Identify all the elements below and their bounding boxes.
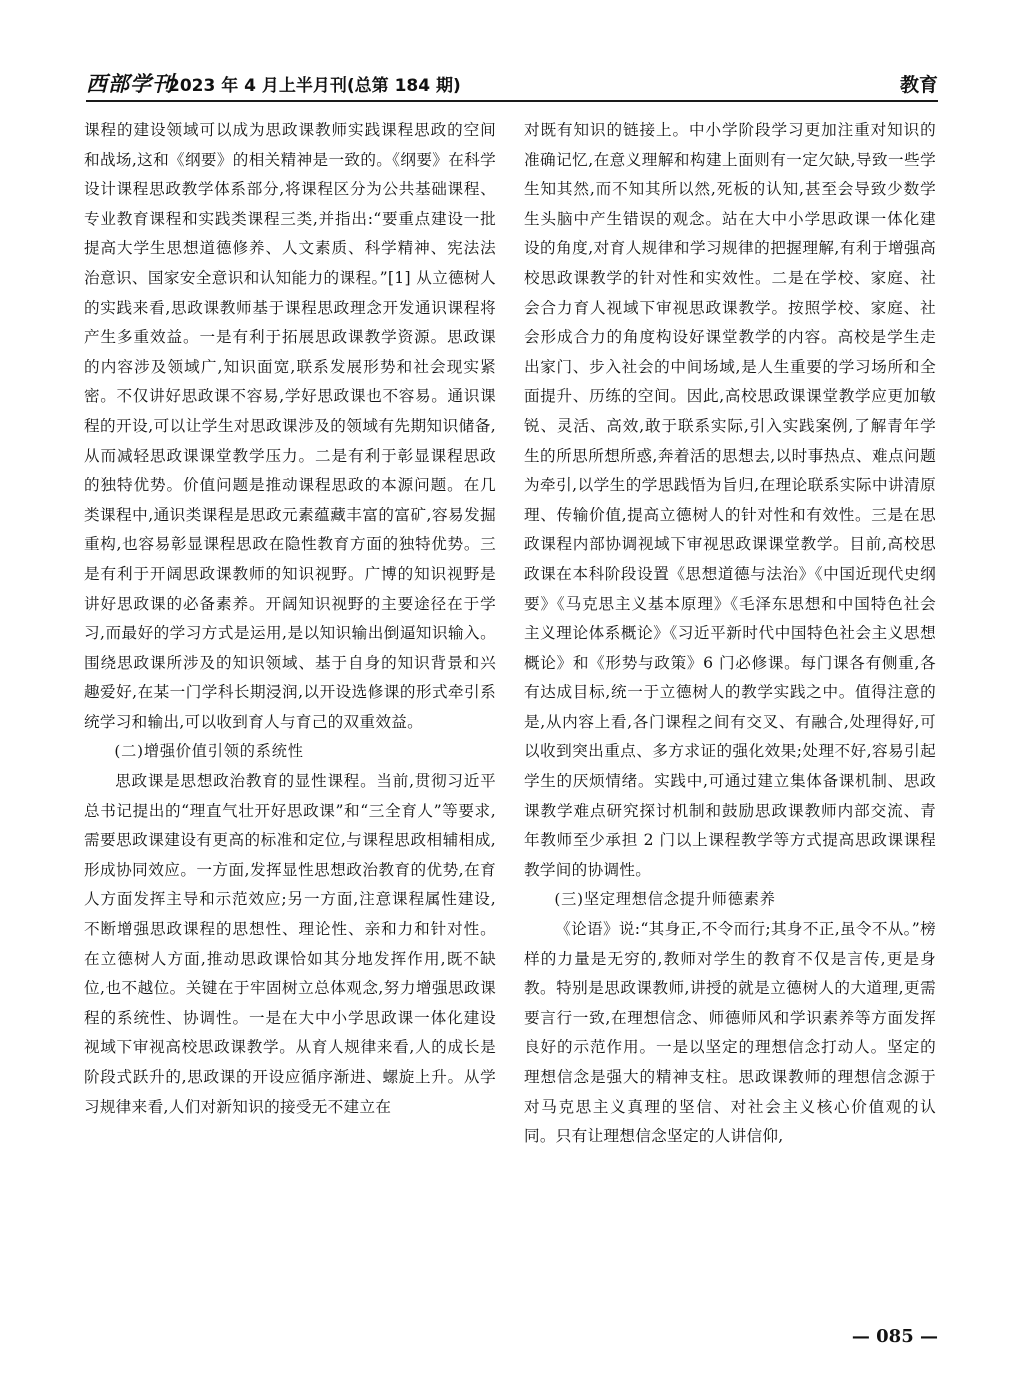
paragraph: 思政课是思想政治教育的显性课程。当前,贯彻习近平总书记提出的“理直气壮开好思政课”和“三全育人”等要求,需要思政课建设有更高的标准和定位,与课程思政相辅相成,形成协同效应。一方面,发挥显性思想政治教育的优势,在育人方面发挥主导和示范效应;另一方面,注意课程属性建设,不断增强思政课程的思想性、理论性、亲和力和针对性。在立德树人方面,推动思政课恰如其分地发挥作用,既不缺位,也不越位。关键在于牢固树立总体观念,努力增强思政课程的系统性、协调性。一是在大中小学思政课一体化建设视域下审视高校思政课教学。从育人规律来看,人的成长是阶段式跃升的,思政课的开设应循序渐进、螺旋上升。从学习规律来看,人们对新知识的接受无不建立在 [84,772,496,1116]
left-column [84,116,496,1122]
section-heading: (二)增强价值引领的系统性 [114,742,304,761]
right-column [524,116,936,1152]
page-header [86,66,938,102]
journal-issue: 2023 年 4 月上半月刊(总第 184 期) [168,76,461,96]
journal-logo: 西部学刊 [86,71,174,96]
paragraph: 对既有知识的链接上。中小学阶段学习更加注重对知识的准确记忆,在意义理解和构建上面则有一定欠缺,导致一些学生知其然,而不知其所以然,死板的认知,甚至会导致少数学生头脑中产生错误的观念。站在大中小学思政课一体化建设的角度,对育人规律和学习规律的把握理解,有利于增强高校思政课教学的针对性和实效性。二是在学校、家庭、社会合力育人视域下审视思政课教学。按照学校、家庭、社会形成合力的角度构设好课堂教学的内容。高校是学生走出家门、步入社会的中间场域,是人生重要的学习场所和全面提升、历练的空间。因此,高校思政课课堂教学应更加敏锐、灵活、高效,敢于联系实际,引入实践案例,了解青年学生的所思所想所惑,奔着活的思想去,以时事热点、难点问题为牵引,以学生的学思践悟为旨归,在理论联系实际中讲清原理、传输价值,提高立德树人的针对性和有效性。三是在思政课程内部协调视域下审视思政课课堂教学。目前,高校思政课在本科阶段设置《思想道德与法治》《中国近现代史纲要》《马克思主义基本原理》《毛泽东思想和中国特色社会主义理论体系概论》《习近平新时代中国特色社会主义思想概论》和《形势与政策》6 门必修课。每门课各有侧重,各有达成目标,统一于立德树人的教学实践之中。值得注意的是,从内容上看,各门课程之间有交叉、有融合,处理得好,可以收到突出重点、多方求证的强化效果;处理不好,容易引起学生的厌烦情绪。实践中,可通过建立集体备课机制、思政课教学难点研究探讨机制和鼓励思政课教师内部交流、青年教师至少承担 2 门以上课程教学等方式提高思政课课程教学间的协调性。 [524,121,936,879]
section-name: 教育 [899,74,938,96]
paragraph: 课程的建设领域可以成为思政课教师实践课程思政的空间和战场,这和《纲要》的相关精神是一致的。《纲要》在科学设计课程思政教学体系部分,将课程区分为公共基础课程、专业教育课程和实践类课程三类,并指出:“要重点建设一批提高大学生思想道德修养、人文素质、科学精神、宪法法治意识、国家安全意识和认知能力的课程。”[1] 从立德树人的实践来看,思政课教师基于课程思政理念开发通识课程将产生多重效益。一是有利于拓展思政课教学资源。思政课的内容涉及领域广,知识面宽,联系发展形势和社会现实紧密。不仅讲好思政课不容易,学好思政课也不容易。通识课程的开设,可以让学生对思政课涉及的领域有先期知识储备,从而减轻思政课课堂教学压力。二是有利于彰显课程思政的独特优势。价值问题是推动课程思政的本源问题。在几类课程中,通识类课程是思政元素蕴藏丰富的富矿,容易发掘重构,也容易彰显课程思政在隐性教育方面的独特优势。三是有利于开阔思政课教师的知识视野。广博的知识视野是讲好思政课的必备素养。开阔知识视野的主要途径在于学习,而最好的学习方式是运用,是以知识输出倒逼知识输入。围绕思政课所涉及的知识领域、基于自身的知识背景和兴趣爱好,在某一门学科长期浸润,以开设选修课的形式牵引系统学习和输出,可以收到育人与育己的双重效益。 [84,121,496,731]
section-heading: (三)坚定理想信念提升师德素养 [554,890,776,909]
page-number: — 085 — [851,1326,938,1347]
paragraph: 《论语》说:“其身正,不令而行;其身不正,虽令不从。”榜样的力量是无穷的,教师对学生的教育不仅是言传,更是身教。特别是思政课教师,讲授的就是立德树人的大道理,更需要言行一致,在理想信念、师德师风和学识素养等方面发挥良好的示范作用。一是以坚定的理想信念打动人。坚定的理想信念是强大的精神支柱。思政课教师的理想信念源于对马克思主义真理的坚信、对社会主义核心价值观的认同。只有让理想信念坚定的人讲信仰, [524,920,936,1146]
